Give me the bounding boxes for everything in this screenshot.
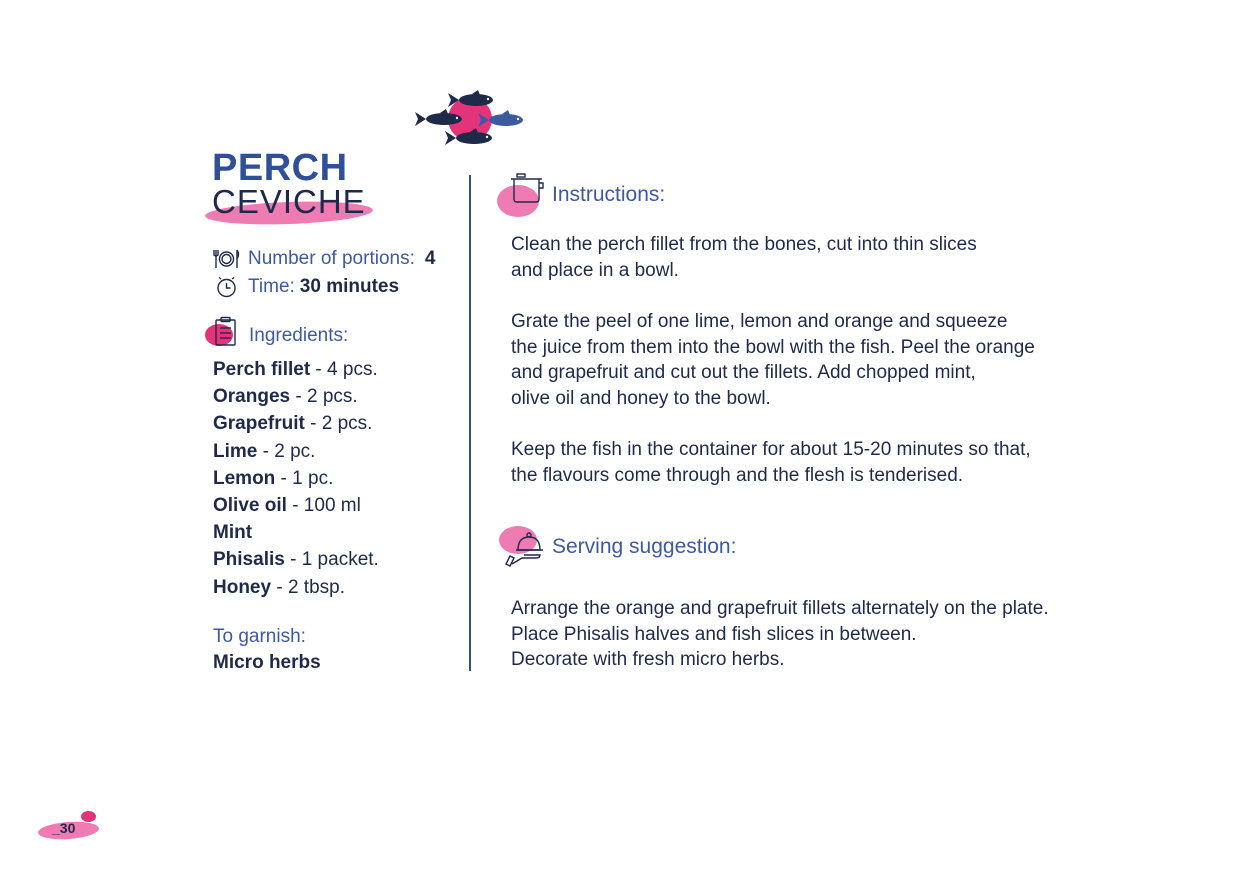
ingredient-item	[213, 492, 379, 519]
serving-paragraph: Arrange the orange and grapefruit fillets alternately on the plate. Place Phisalis halves and fish slices in between. Decorate with fresh micro herbs.	[511, 598, 1049, 671]
ingredient-item	[213, 438, 379, 465]
ingredient-qty: - 2 pcs.	[290, 386, 358, 408]
ingredients-header	[205, 316, 348, 348]
ingredient-qty: - 2 pc.	[257, 440, 316, 462]
ingredient-name: Grapefruit	[213, 413, 305, 435]
ingredient-name: Perch fillet	[213, 359, 311, 380]
ingredient-qty: - 1 pc.	[275, 467, 334, 489]
cloche-icon	[498, 524, 546, 570]
ingredient-name: Oranges	[213, 386, 291, 408]
ingredient-qty: - 1 packet.	[284, 549, 379, 571]
serving-label: Serving suggestion:	[552, 535, 737, 558]
ingredient-name: Lime	[213, 440, 258, 462]
ingredient-item	[213, 465, 379, 492]
garnish-label: To garnish:	[213, 626, 306, 647]
garnish-value: Micro herbs	[213, 652, 321, 673]
column-divider	[469, 175, 471, 671]
time-row	[213, 275, 399, 299]
instructions-paragraph: Clean the perch fillet from the bones, cut into thin slices and place in a bowl.	[511, 234, 977, 281]
clock-icon	[213, 276, 240, 298]
ingredient-name: Honey	[213, 576, 272, 598]
time-label: Time:	[248, 276, 295, 297]
page-number-dot	[81, 811, 96, 822]
ingredient-qty: - 2 tbsp.	[271, 576, 345, 598]
ingredient-name: Phisalis	[213, 549, 285, 571]
ingredient-qty: - 2 pcs.	[304, 413, 373, 435]
page-number: _30	[52, 820, 76, 836]
portions-label: Number of portions:	[248, 248, 415, 269]
serving-header	[498, 524, 736, 570]
ingredient-item	[213, 574, 379, 601]
ingredient-item	[213, 356, 379, 383]
ingredient-name: Lemon	[213, 467, 276, 489]
ingredient-qty: - 100 ml	[286, 495, 361, 517]
pot-icon	[496, 172, 546, 218]
plate-cutlery-icon	[213, 248, 240, 270]
ingredients-list	[213, 356, 379, 601]
ingredient-name: Olive oil	[213, 495, 287, 517]
ingredient-item	[213, 519, 379, 546]
ingredient-item	[213, 546, 379, 573]
clipboard-icon	[205, 316, 239, 348]
title-line-2: CEVICHE	[212, 183, 366, 220]
ingredient-item	[213, 383, 379, 410]
instructions-paragraph: Grate the peel of one lime, lemon and orange and squeeze the juice from them into the bowl with the fish. Peel the orange and grapefruit and cut out the fillets. Add chopped mint, olive oil and honey to the bowl.	[511, 311, 1035, 410]
ingredient-name: Mint	[213, 522, 253, 544]
instructions-label: Instructions:	[552, 183, 666, 206]
instructions-header	[496, 172, 665, 218]
title-line-1: PERCH	[212, 147, 348, 189]
portions-value: 4	[424, 248, 436, 269]
ingredients-label: Ingredients:	[249, 325, 349, 346]
time-value: 30 minutes	[299, 276, 400, 297]
instructions-paragraph: Keep the fish in the container for about 15-20 minutes so that, the flavours come through and the flesh is tenderised.	[511, 439, 1031, 486]
fish-logo-icon	[412, 88, 528, 150]
portions-row	[213, 247, 435, 271]
ingredient-item	[213, 410, 379, 437]
ingredient-qty: - 4 pcs.	[310, 359, 378, 380]
